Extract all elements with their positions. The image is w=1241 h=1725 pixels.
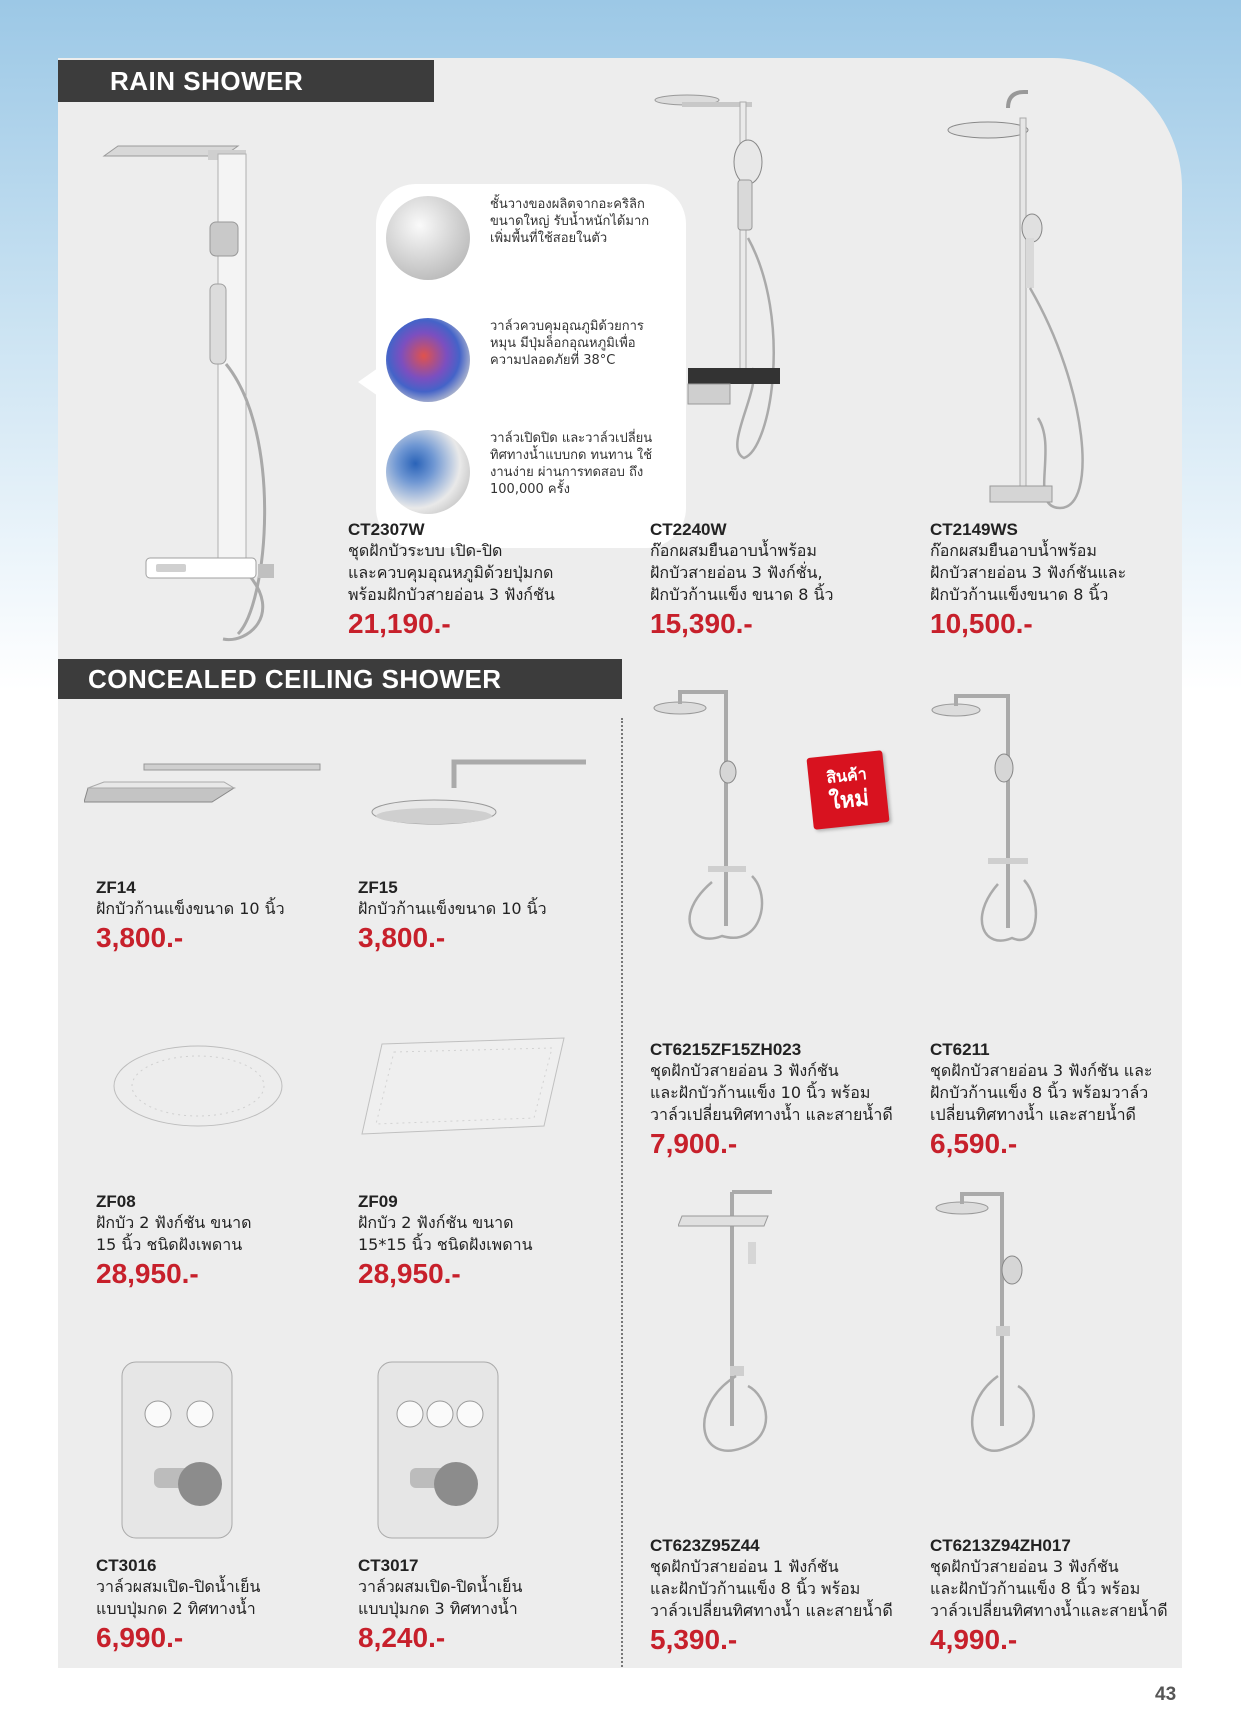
product-zf08 xyxy=(96,1192,336,1290)
product-description: ฝักบัวก้านแข็งขนาด 10 นิ้ว xyxy=(96,899,285,918)
product-code: ZF15 xyxy=(358,878,398,897)
product-code: CT3017 xyxy=(358,1556,419,1575)
square-rain-head-icon xyxy=(84,758,324,838)
section-header-concealed xyxy=(58,659,622,699)
product-ct623z95z44 xyxy=(650,1536,922,1656)
product-price: 28,950.- xyxy=(96,1258,199,1289)
product-price: 6,590.- xyxy=(930,1128,1018,1159)
square-ceiling-head-icon xyxy=(358,1034,568,1144)
round-rain-head-icon xyxy=(334,752,594,852)
product-zf09 xyxy=(358,1192,608,1290)
feature-item xyxy=(386,318,686,418)
product-ct6213z94zh017 xyxy=(930,1536,1182,1656)
product-description: ก๊อกผสมยืนอาบน้ำพร้อม ฝักบัวสายอ่อน 3 ฟังก์ชันและ ฝักบัวก้านแข็งขนาด 8 นิ้ว xyxy=(930,541,1127,604)
product-code: CT2149WS xyxy=(930,520,1018,539)
product-description: ชุดฝักบัวสายอ่อน 3 ฟังก์ชัน และ ฝักบัวก้านแข็ง 8 นิ้ว พร้อมวาล์ว เปลี่ยนทิศทางน้ำ และสายน้ำดี xyxy=(930,1061,1153,1124)
product-ct2307w xyxy=(348,520,638,640)
product-price: 3,800.- xyxy=(96,922,184,953)
rain-shower-column-icon xyxy=(98,134,358,654)
product-description: ชุดฝักบัวสายอ่อน 1 ฟังก์ชัน และฝักบัวก้านแข็ง 8 นิ้ว พร้อม วาล์วเปลี่ยนทิศทางน้ำ และสายน้ำดี xyxy=(650,1557,893,1620)
shower-set-ct6211-icon xyxy=(928,688,1088,948)
product-price: 28,950.- xyxy=(358,1258,461,1289)
product-description: ชุดฝักบัวสายอ่อน 3 ฟังก์ชัน และฝักบัวก้านแข็ง 10 นิ้ว พร้อม วาล์วเปลี่ยนทิศทางน้ำ และสายน้ำดี xyxy=(650,1061,893,1124)
product-price: 10,500.- xyxy=(930,608,1033,639)
feature-text: ชั้นวางของผลิตจากอะคริลิก ขนาดใหญ่ รับน้ำหนักได้มาก เพิ่มพื้นที่ใช้สอยในตัว xyxy=(490,197,650,246)
product-description: วาล์วผสมเปิด-ปิดน้ำเย็น แบบปุ่มกด 2 ทิศทางน้ำ xyxy=(96,1577,261,1618)
shelf-press-thumb-icon xyxy=(386,196,470,280)
product-price: 15,390.- xyxy=(650,608,753,639)
product-code: ZF08 xyxy=(96,1192,136,1211)
section-title: CONCEALED CEILING SHOWER xyxy=(88,664,502,694)
product-ct3017 xyxy=(358,1556,598,1654)
product-description: ชุดฝักบัวสายอ่อน 3 ฟังก์ชัน และฝักบัวก้านแข็ง 8 นิ้ว พร้อม วาล์วเปลี่ยนทิศทางน้ำและสายน้ำดี xyxy=(930,1557,1168,1620)
product-price: 8,240.- xyxy=(358,1622,446,1653)
product-description: ก๊อกผสมยืนอาบน้ำพร้อม ฝักบัวสายอ่อน 3 ฟังก์ชั่น, ฝักบัวก้านแข็ง ขนาด 8 นิ้ว xyxy=(650,541,834,604)
column-divider xyxy=(621,718,623,1668)
product-code: CT2307W xyxy=(348,520,425,539)
product-code: CT6211 xyxy=(930,1040,990,1059)
shower-column-ct2149ws-icon xyxy=(928,88,1118,518)
two-button-valve-icon xyxy=(118,1358,308,1548)
product-code: ZF14 xyxy=(96,878,136,897)
section-title: RAIN SHOWER xyxy=(110,66,304,96)
product-ct2240w xyxy=(650,520,920,640)
product-code: ZF09 xyxy=(358,1192,398,1211)
badge-line1: สินค้า xyxy=(825,764,868,788)
product-zf14 xyxy=(96,878,336,954)
product-code: CT6213Z94ZH017 xyxy=(930,1536,1071,1555)
product-zf15 xyxy=(358,878,598,954)
product-ct6215zf15zh023 xyxy=(650,1040,922,1160)
product-price: 4,990.- xyxy=(930,1624,1018,1655)
product-code: CT2240W xyxy=(650,520,727,539)
feature-text: วาล์วเปิดปิด และวาล์วเปลี่ยน ทิศทางน้ำแบบกด ทนทาน ใช้งานง่าย ผ่านการทดสอบ ถึง 100,000 ครั้ง xyxy=(490,431,653,497)
section-header-rain-shower xyxy=(58,60,434,102)
shower-set-ct6213-icon xyxy=(926,1186,1096,1466)
page-number: 43 xyxy=(1155,1684,1177,1705)
product-code: CT3016 xyxy=(96,1556,157,1575)
product-code: CT623Z95Z44 xyxy=(650,1536,760,1555)
feature-item xyxy=(386,430,686,530)
product-price: 7,900.- xyxy=(650,1128,738,1159)
product-description: วาล์วผสมเปิด-ปิดน้ำเย็น แบบปุ่มกด 3 ทิศทางน้ำ xyxy=(358,1577,523,1618)
product-description: ฝักบัวก้านแข็งขนาด 10 นิ้ว xyxy=(358,899,547,918)
feature-item xyxy=(386,196,686,296)
product-description: ฝักบัว 2 ฟังก์ชัน ขนาด 15*15 นิ้ว ชนิดฝังเพดาน xyxy=(358,1213,533,1254)
product-description: ฝักบัว 2 ฟังก์ชัน ขนาด 15 นิ้ว ชนิดฝังเพดาน xyxy=(96,1213,252,1254)
three-button-valve-icon xyxy=(374,1358,564,1548)
product-ct2149ws xyxy=(930,520,1180,640)
thermostat-valve-thumb-icon xyxy=(386,318,470,402)
product-price: 21,190.- xyxy=(348,608,451,639)
shower-column-ct2240w-icon xyxy=(652,88,852,518)
catalog-panel xyxy=(58,58,1182,1668)
shower-set-ct623-icon xyxy=(678,1186,838,1466)
badge-line2: ใหม่ xyxy=(828,785,871,815)
new-product-badge xyxy=(806,750,889,830)
push-valve-thumb-icon xyxy=(386,430,470,514)
product-price: 3,800.- xyxy=(358,922,446,953)
product-ct6211 xyxy=(930,1040,1182,1160)
product-ct3016 xyxy=(96,1556,336,1654)
callout-tail xyxy=(358,368,378,396)
product-price: 6,990.- xyxy=(96,1622,184,1653)
product-price: 5,390.- xyxy=(650,1624,738,1655)
product-description: ชุดฝักบัวระบบ เปิด-ปิด และควบคุมอุณหภูมิด้วยปุ่มกด พร้อมฝักบัวสายอ่อน 3 ฟังก์ชัน xyxy=(348,541,555,604)
shower-set-ct6215-icon xyxy=(652,686,812,946)
product-code: CT6215ZF15ZH023 xyxy=(650,1040,802,1059)
oval-ceiling-head-icon xyxy=(98,1040,298,1140)
feature-text: วาล์วควบคุมอุณภูมิด้วยการ หมุน มีปุ่มล็อกอุณหภูมิเพื่อ ความปลอดภัยที่ 38°C xyxy=(490,319,644,368)
feature-callout xyxy=(376,184,686,548)
